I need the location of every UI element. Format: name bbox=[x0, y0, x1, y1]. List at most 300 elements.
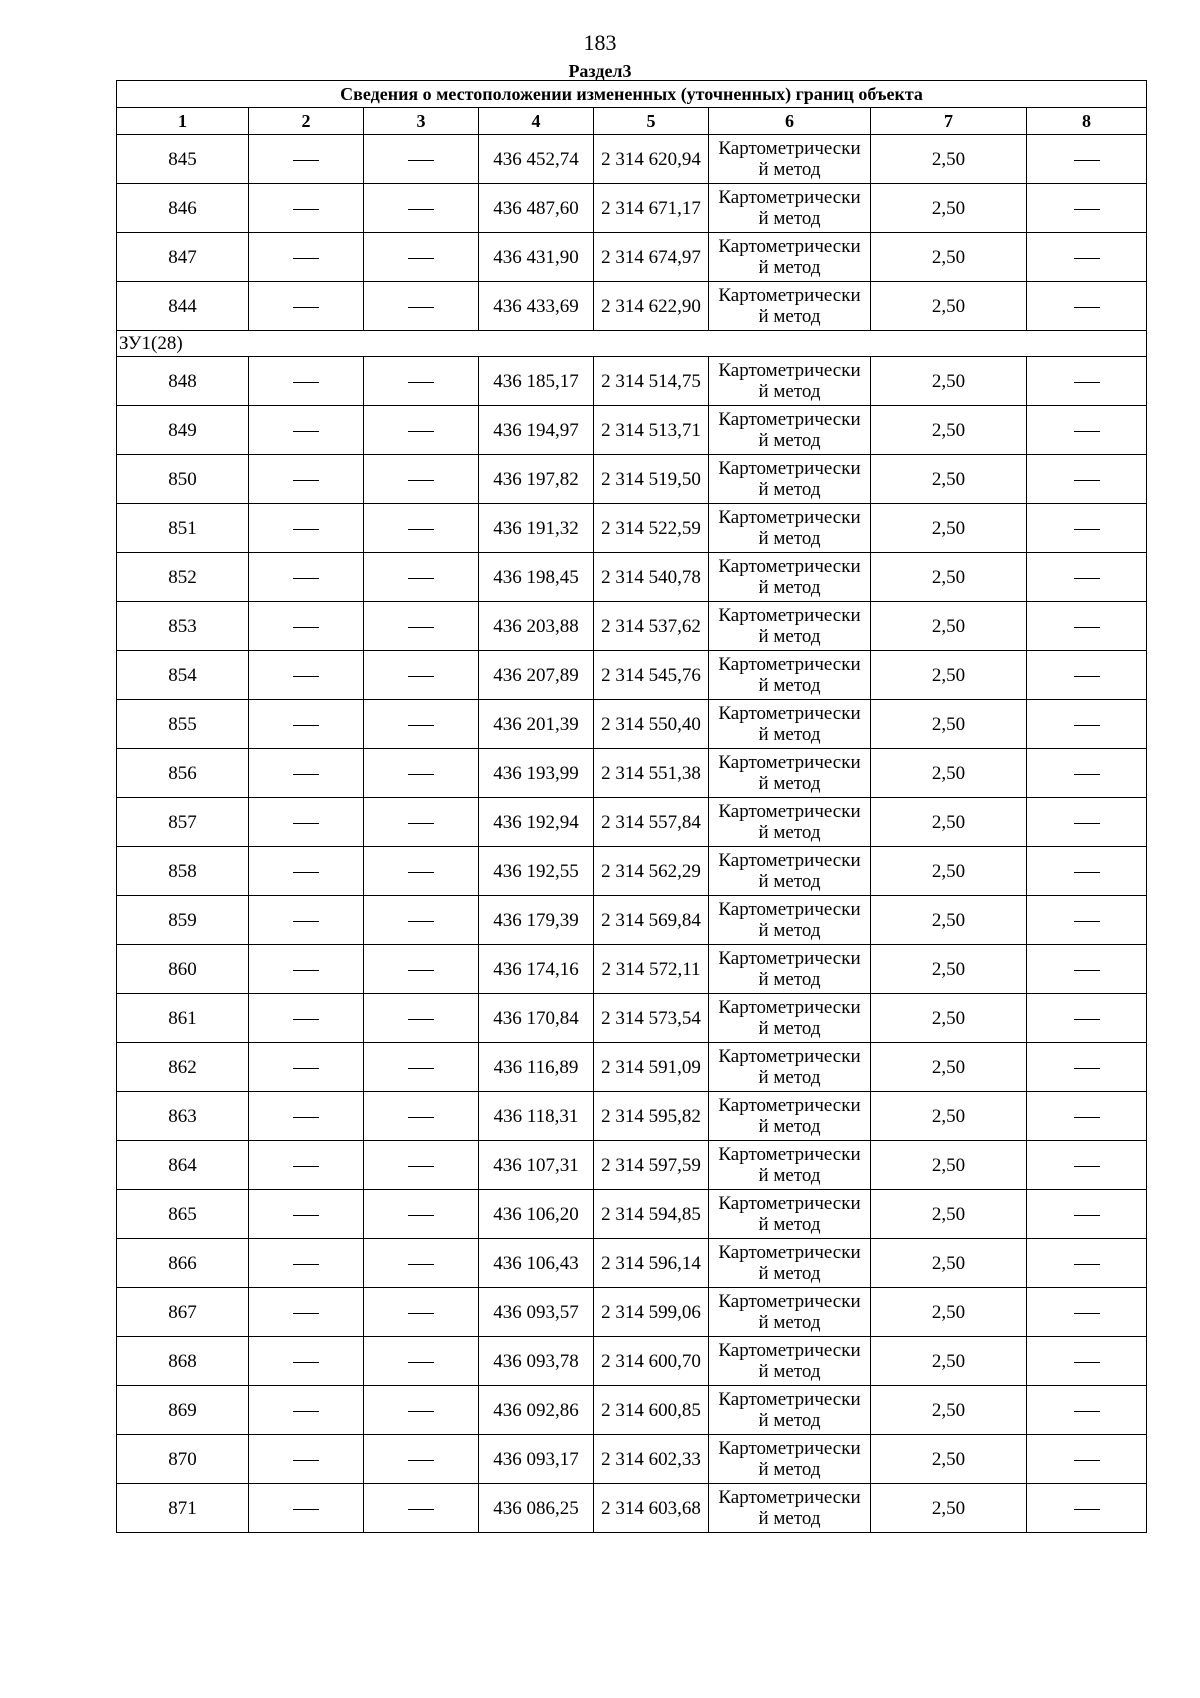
coordinate-x-cell: 436 192,55 bbox=[479, 847, 594, 896]
method-cell bbox=[709, 651, 871, 700]
method-text: Картометрически bbox=[718, 138, 861, 159]
point-number-cell: 857 bbox=[117, 798, 249, 847]
column-2-cell bbox=[249, 1435, 364, 1484]
method-text: Картометрически bbox=[718, 187, 861, 208]
dash-mark bbox=[293, 307, 319, 308]
coordinate-y-cell: 2 314 572,11 bbox=[594, 945, 709, 994]
coordinate-x-cell: 436 118,31 bbox=[479, 1092, 594, 1141]
dash-mark bbox=[408, 382, 434, 383]
column-2-cell bbox=[249, 847, 364, 896]
column-8-cell bbox=[1027, 602, 1147, 651]
column-8-cell bbox=[1027, 504, 1147, 553]
boundary-table bbox=[116, 80, 1147, 1533]
column-8-cell bbox=[1027, 1092, 1147, 1141]
point-number-cell: 859 bbox=[117, 896, 249, 945]
method-text: й метод bbox=[758, 577, 821, 598]
method-text: й метод bbox=[758, 1410, 821, 1431]
column-3-cell bbox=[364, 184, 479, 233]
column-3-cell bbox=[364, 455, 479, 504]
coordinate-x-cell: 436 191,32 bbox=[479, 504, 594, 553]
dash-mark bbox=[408, 627, 434, 628]
coordinate-y-cell: 2 314 550,40 bbox=[594, 700, 709, 749]
method-text: й метод bbox=[758, 1165, 821, 1186]
table-row bbox=[117, 135, 1147, 184]
method-text: й метод bbox=[758, 1018, 821, 1039]
accuracy-cell: 2,50 bbox=[871, 1141, 1027, 1190]
dash-mark bbox=[293, 1166, 319, 1167]
coordinate-x-cell: 436 433,69 bbox=[479, 282, 594, 331]
column-3-cell bbox=[364, 1386, 479, 1435]
dash-mark bbox=[408, 921, 434, 922]
method-text: Картометрически bbox=[718, 236, 861, 257]
column-8-cell bbox=[1027, 553, 1147, 602]
column-3-cell bbox=[364, 749, 479, 798]
column-3-cell bbox=[364, 504, 479, 553]
method-text: Картометрически bbox=[718, 285, 861, 306]
column-2-cell bbox=[249, 700, 364, 749]
column-2-cell bbox=[249, 553, 364, 602]
table-row bbox=[117, 945, 1147, 994]
dash-mark bbox=[408, 1362, 434, 1363]
method-cell bbox=[709, 1239, 871, 1288]
accuracy-cell: 2,50 bbox=[871, 651, 1027, 700]
table-row bbox=[117, 553, 1147, 602]
column-3-cell bbox=[364, 602, 479, 651]
dash-mark bbox=[408, 1460, 434, 1461]
column-3-cell bbox=[364, 1190, 479, 1239]
coordinate-x-cell: 436 194,97 bbox=[479, 406, 594, 455]
method-cell bbox=[709, 1092, 871, 1141]
coordinate-y-cell: 2 314 562,29 bbox=[594, 847, 709, 896]
table-row bbox=[117, 1092, 1147, 1141]
coordinate-x-cell: 436 192,94 bbox=[479, 798, 594, 847]
method-text: й метод bbox=[758, 969, 821, 990]
dash-mark bbox=[408, 774, 434, 775]
dash-mark bbox=[1074, 431, 1100, 432]
table-row bbox=[117, 1239, 1147, 1288]
dash-mark bbox=[293, 1117, 319, 1118]
coordinate-x-cell: 436 174,16 bbox=[479, 945, 594, 994]
column-header: 4 bbox=[479, 108, 594, 135]
method-text: й метод bbox=[758, 1508, 821, 1529]
dash-mark bbox=[1074, 480, 1100, 481]
coordinate-y-cell: 2 314 600,85 bbox=[594, 1386, 709, 1435]
accuracy-cell: 2,50 bbox=[871, 847, 1027, 896]
dash-mark bbox=[1074, 725, 1100, 726]
method-text: Картометрически bbox=[718, 1487, 861, 1508]
dash-mark bbox=[293, 209, 319, 210]
accuracy-cell: 2,50 bbox=[871, 994, 1027, 1043]
method-text: Картометрически bbox=[718, 409, 861, 430]
method-text: Картометрически bbox=[718, 605, 861, 626]
table-row bbox=[117, 994, 1147, 1043]
dash-mark bbox=[408, 480, 434, 481]
dash-mark bbox=[1074, 676, 1100, 677]
method-cell bbox=[709, 1141, 871, 1190]
coordinate-x-cell: 436 086,25 bbox=[479, 1484, 594, 1533]
coordinate-x-cell: 436 106,43 bbox=[479, 1239, 594, 1288]
table-row bbox=[117, 1141, 1147, 1190]
accuracy-cell: 2,50 bbox=[871, 406, 1027, 455]
column-3-cell bbox=[364, 553, 479, 602]
column-8-cell bbox=[1027, 406, 1147, 455]
column-header: 6 bbox=[709, 108, 871, 135]
dash-mark bbox=[1074, 1460, 1100, 1461]
coordinate-x-cell: 436 116,89 bbox=[479, 1043, 594, 1092]
table-row bbox=[117, 651, 1147, 700]
dash-mark bbox=[1074, 1068, 1100, 1069]
coordinate-y-cell: 2 314 622,90 bbox=[594, 282, 709, 331]
method-cell bbox=[709, 1043, 871, 1092]
point-number-cell: 847 bbox=[117, 233, 249, 282]
dash-mark bbox=[1074, 1509, 1100, 1510]
column-2-cell bbox=[249, 455, 364, 504]
column-2-cell bbox=[249, 651, 364, 700]
coordinate-y-cell: 2 314 671,17 bbox=[594, 184, 709, 233]
dash-mark bbox=[1074, 823, 1100, 824]
method-text: Картометрически bbox=[718, 1340, 861, 1361]
table-row bbox=[117, 1435, 1147, 1484]
accuracy-cell: 2,50 bbox=[871, 553, 1027, 602]
accuracy-cell: 2,50 bbox=[871, 1435, 1027, 1484]
accuracy-cell: 2,50 bbox=[871, 896, 1027, 945]
method-text: Картометрически bbox=[718, 1389, 861, 1410]
column-8-cell bbox=[1027, 1435, 1147, 1484]
table-row bbox=[117, 1190, 1147, 1239]
dash-mark bbox=[293, 480, 319, 481]
table-row bbox=[117, 184, 1147, 233]
dash-mark bbox=[293, 1068, 319, 1069]
method-text: Картометрически bbox=[718, 703, 861, 724]
point-number-cell: 855 bbox=[117, 700, 249, 749]
column-3-cell bbox=[364, 233, 479, 282]
method-cell bbox=[709, 700, 871, 749]
method-text: й метод bbox=[758, 1459, 821, 1480]
point-number-cell: 849 bbox=[117, 406, 249, 455]
dash-mark bbox=[293, 872, 319, 873]
method-text: Картометрически bbox=[718, 948, 861, 969]
table-row bbox=[117, 1288, 1147, 1337]
point-number-cell: 850 bbox=[117, 455, 249, 504]
point-number-cell: 865 bbox=[117, 1190, 249, 1239]
dash-mark bbox=[408, 872, 434, 873]
column-8-cell bbox=[1027, 651, 1147, 700]
column-2-cell bbox=[249, 406, 364, 455]
column-2-cell bbox=[249, 749, 364, 798]
point-number-cell: 846 bbox=[117, 184, 249, 233]
method-text: Картометрически bbox=[718, 507, 861, 528]
dash-mark bbox=[293, 1215, 319, 1216]
method-text: й метод bbox=[758, 528, 821, 549]
point-number-cell: 845 bbox=[117, 135, 249, 184]
dash-mark bbox=[1074, 307, 1100, 308]
coordinate-x-cell: 436 185,17 bbox=[479, 357, 594, 406]
coordinate-x-cell: 436 197,82 bbox=[479, 455, 594, 504]
method-text: Картометрически bbox=[718, 458, 861, 479]
column-3-cell bbox=[364, 651, 479, 700]
column-2-cell bbox=[249, 135, 364, 184]
point-number-cell: 848 bbox=[117, 357, 249, 406]
column-2-cell bbox=[249, 1288, 364, 1337]
coordinate-y-cell: 2 314 599,06 bbox=[594, 1288, 709, 1337]
dash-mark bbox=[1074, 921, 1100, 922]
column-2-cell bbox=[249, 184, 364, 233]
column-3-cell bbox=[364, 945, 479, 994]
accuracy-cell: 2,50 bbox=[871, 504, 1027, 553]
method-text: й метод bbox=[758, 257, 821, 278]
table-row bbox=[117, 798, 1147, 847]
column-2-cell bbox=[249, 1141, 364, 1190]
method-text: й метод bbox=[758, 1263, 821, 1284]
column-3-cell bbox=[364, 1141, 479, 1190]
coordinate-y-cell: 2 314 596,14 bbox=[594, 1239, 709, 1288]
method-text: й метод bbox=[758, 871, 821, 892]
dash-mark bbox=[293, 1264, 319, 1265]
column-8-cell bbox=[1027, 184, 1147, 233]
point-number-cell: 861 bbox=[117, 994, 249, 1043]
accuracy-cell: 2,50 bbox=[871, 135, 1027, 184]
method-text: Картометрически bbox=[718, 654, 861, 675]
method-cell bbox=[709, 357, 871, 406]
column-2-cell bbox=[249, 282, 364, 331]
dash-mark bbox=[1074, 970, 1100, 971]
dash-mark bbox=[1074, 774, 1100, 775]
method-cell bbox=[709, 1435, 871, 1484]
column-3-cell bbox=[364, 406, 479, 455]
table-row bbox=[117, 1337, 1147, 1386]
accuracy-cell: 2,50 bbox=[871, 233, 1027, 282]
dash-mark bbox=[408, 1411, 434, 1412]
column-header: 1 bbox=[117, 108, 249, 135]
dash-mark bbox=[408, 1264, 434, 1265]
coordinate-y-cell: 2 314 514,75 bbox=[594, 357, 709, 406]
dash-mark bbox=[408, 676, 434, 677]
coordinate-y-cell: 2 314 573,54 bbox=[594, 994, 709, 1043]
accuracy-cell: 2,50 bbox=[871, 1337, 1027, 1386]
coordinate-x-cell: 436 107,31 bbox=[479, 1141, 594, 1190]
dash-mark bbox=[293, 1460, 319, 1461]
dash-mark bbox=[293, 1411, 319, 1412]
method-cell bbox=[709, 504, 871, 553]
accuracy-cell: 2,50 bbox=[871, 798, 1027, 847]
method-text: Картометрически bbox=[718, 1291, 861, 1312]
table-row bbox=[117, 455, 1147, 504]
method-text: й метод bbox=[758, 159, 821, 180]
table-row bbox=[117, 847, 1147, 896]
column-2-cell bbox=[249, 504, 364, 553]
method-text: й метод bbox=[758, 381, 821, 402]
method-text: й метод bbox=[758, 1312, 821, 1333]
dash-mark bbox=[1074, 1362, 1100, 1363]
dash-mark bbox=[293, 774, 319, 775]
column-8-cell bbox=[1027, 233, 1147, 282]
dash-mark bbox=[293, 676, 319, 677]
dash-mark bbox=[293, 578, 319, 579]
column-3-cell bbox=[364, 135, 479, 184]
dash-mark bbox=[1074, 1117, 1100, 1118]
column-header: 8 bbox=[1027, 108, 1147, 135]
dash-mark bbox=[293, 970, 319, 971]
method-text: й метод bbox=[758, 1067, 821, 1088]
method-text: Картометрически bbox=[718, 850, 861, 871]
table-row bbox=[117, 406, 1147, 455]
method-cell bbox=[709, 1337, 871, 1386]
column-2-cell bbox=[249, 798, 364, 847]
method-cell bbox=[709, 847, 871, 896]
method-text: й метод bbox=[758, 822, 821, 843]
column-8-cell bbox=[1027, 1141, 1147, 1190]
column-8-cell bbox=[1027, 1239, 1147, 1288]
column-8-cell bbox=[1027, 1190, 1147, 1239]
dash-mark bbox=[408, 1068, 434, 1069]
method-text: й метод bbox=[758, 208, 821, 229]
accuracy-cell: 2,50 bbox=[871, 1386, 1027, 1435]
dash-mark bbox=[293, 627, 319, 628]
dash-mark bbox=[1074, 529, 1100, 530]
dash-mark bbox=[408, 1509, 434, 1510]
column-2-cell bbox=[249, 945, 364, 994]
dash-mark bbox=[408, 209, 434, 210]
coordinate-x-cell: 436 207,89 bbox=[479, 651, 594, 700]
point-number-cell: 853 bbox=[117, 602, 249, 651]
column-8-cell bbox=[1027, 455, 1147, 504]
method-cell bbox=[709, 553, 871, 602]
column-2-cell bbox=[249, 1092, 364, 1141]
dash-mark bbox=[293, 921, 319, 922]
coordinate-y-cell: 2 314 595,82 bbox=[594, 1092, 709, 1141]
column-3-cell bbox=[364, 282, 479, 331]
column-8-cell bbox=[1027, 1484, 1147, 1533]
accuracy-cell: 2,50 bbox=[871, 1288, 1027, 1337]
dash-mark bbox=[408, 1215, 434, 1216]
method-cell bbox=[709, 1190, 871, 1239]
column-8-cell bbox=[1027, 994, 1147, 1043]
column-8-cell bbox=[1027, 847, 1147, 896]
point-number-cell: 866 bbox=[117, 1239, 249, 1288]
coordinate-x-cell: 436 201,39 bbox=[479, 700, 594, 749]
column-2-cell bbox=[249, 1239, 364, 1288]
column-header: 7 bbox=[871, 108, 1027, 135]
coordinate-x-cell: 436 487,60 bbox=[479, 184, 594, 233]
method-text: й метод bbox=[758, 306, 821, 327]
dash-mark bbox=[408, 307, 434, 308]
column-3-cell bbox=[364, 847, 479, 896]
column-2-cell bbox=[249, 602, 364, 651]
point-number-cell: 858 bbox=[117, 847, 249, 896]
column-2-cell bbox=[249, 1337, 364, 1386]
coordinate-y-cell: 2 314 600,70 bbox=[594, 1337, 709, 1386]
table-title-row bbox=[117, 81, 1147, 108]
group-label: ЗУ1(28) bbox=[117, 331, 1147, 357]
method-cell bbox=[709, 282, 871, 331]
dash-mark bbox=[1074, 1411, 1100, 1412]
accuracy-cell: 2,50 bbox=[871, 700, 1027, 749]
dash-mark bbox=[1074, 627, 1100, 628]
column-3-cell bbox=[364, 1043, 479, 1092]
method-cell bbox=[709, 1386, 871, 1435]
point-number-cell: 869 bbox=[117, 1386, 249, 1435]
column-3-cell bbox=[364, 896, 479, 945]
table-row bbox=[117, 357, 1147, 406]
point-number-cell: 856 bbox=[117, 749, 249, 798]
method-cell bbox=[709, 184, 871, 233]
column-8-cell bbox=[1027, 1043, 1147, 1092]
table-row bbox=[117, 233, 1147, 282]
method-text: Картометрически bbox=[718, 556, 861, 577]
method-text: Картометрически bbox=[718, 1242, 861, 1263]
coordinate-x-cell: 436 093,78 bbox=[479, 1337, 594, 1386]
accuracy-cell: 2,50 bbox=[871, 1043, 1027, 1092]
column-8-cell bbox=[1027, 700, 1147, 749]
point-number-cell: 868 bbox=[117, 1337, 249, 1386]
coordinate-y-cell: 2 314 594,85 bbox=[594, 1190, 709, 1239]
method-cell bbox=[709, 749, 871, 798]
table-row bbox=[117, 896, 1147, 945]
accuracy-cell: 2,50 bbox=[871, 1092, 1027, 1141]
table-title: Сведения о местоположении измененных (уточненных) границ объекта bbox=[117, 81, 1147, 108]
coordinate-y-cell: 2 314 551,38 bbox=[594, 749, 709, 798]
point-number-cell: 844 bbox=[117, 282, 249, 331]
column-3-cell bbox=[364, 798, 479, 847]
dash-mark bbox=[408, 578, 434, 579]
dash-mark bbox=[408, 1117, 434, 1118]
method-cell bbox=[709, 406, 871, 455]
dash-mark bbox=[293, 258, 319, 259]
coordinate-y-cell: 2 314 522,59 bbox=[594, 504, 709, 553]
point-number-cell: 867 bbox=[117, 1288, 249, 1337]
coordinate-x-cell: 436 203,88 bbox=[479, 602, 594, 651]
accuracy-cell: 2,50 bbox=[871, 184, 1027, 233]
dash-mark bbox=[1074, 209, 1100, 210]
coordinate-x-cell: 436 093,57 bbox=[479, 1288, 594, 1337]
method-text: Картометрически bbox=[718, 1144, 861, 1165]
column-header-row bbox=[117, 108, 1147, 135]
coordinate-x-cell: 436 452,74 bbox=[479, 135, 594, 184]
method-cell bbox=[709, 135, 871, 184]
table-row bbox=[117, 700, 1147, 749]
column-8-cell bbox=[1027, 1386, 1147, 1435]
method-cell bbox=[709, 994, 871, 1043]
method-text: й метод bbox=[758, 920, 821, 941]
column-8-cell bbox=[1027, 945, 1147, 994]
table-row bbox=[117, 1386, 1147, 1435]
column-header: 2 bbox=[249, 108, 364, 135]
dash-mark bbox=[293, 382, 319, 383]
coordinate-y-cell: 2 314 569,84 bbox=[594, 896, 709, 945]
accuracy-cell: 2,50 bbox=[871, 1484, 1027, 1533]
coordinate-y-cell: 2 314 537,62 bbox=[594, 602, 709, 651]
method-text: й метод bbox=[758, 1214, 821, 1235]
coordinate-y-cell: 2 314 513,71 bbox=[594, 406, 709, 455]
coordinate-y-cell: 2 314 540,78 bbox=[594, 553, 709, 602]
method-text: й метод bbox=[758, 1116, 821, 1137]
method-cell bbox=[709, 896, 871, 945]
column-2-cell bbox=[249, 994, 364, 1043]
coordinate-y-cell: 2 314 519,50 bbox=[594, 455, 709, 504]
column-8-cell bbox=[1027, 896, 1147, 945]
method-text: й метод bbox=[758, 479, 821, 500]
column-3-cell bbox=[364, 1288, 479, 1337]
table-row bbox=[117, 1484, 1147, 1533]
group-row bbox=[117, 331, 1147, 357]
column-8-cell bbox=[1027, 282, 1147, 331]
table-row bbox=[117, 504, 1147, 553]
column-header: 5 bbox=[594, 108, 709, 135]
coordinate-y-cell: 2 314 603,68 bbox=[594, 1484, 709, 1533]
coordinate-x-cell: 436 179,39 bbox=[479, 896, 594, 945]
method-text: й метод bbox=[758, 773, 821, 794]
dash-mark bbox=[1074, 872, 1100, 873]
